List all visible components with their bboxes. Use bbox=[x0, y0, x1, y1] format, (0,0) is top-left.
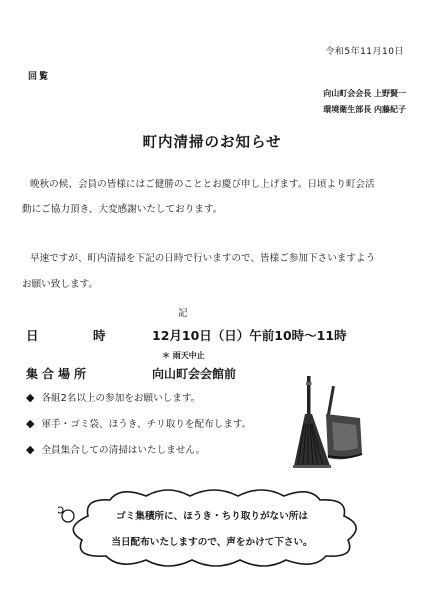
diamond-bullet-icon: ◆ bbox=[26, 417, 35, 430]
datetime-label-day: 日 bbox=[26, 328, 39, 343]
bullet-item bbox=[26, 442, 205, 456]
page-title: 町内清掃のお知らせ bbox=[142, 135, 282, 151]
cloud-bubble bbox=[58, 488, 368, 568]
greeting-line-1: 晩秋の候、会員の皆様にはご健勝のこととお慶び申し上げます。日頃より町会活 bbox=[30, 179, 375, 190]
bullet-text: 各組2名以上の参加をお願いします。 bbox=[41, 393, 201, 404]
greeting-line-2: 動にご協力頂き、大変感謝いたしております。 bbox=[22, 204, 223, 215]
body-line-2: お願い致します。 bbox=[22, 279, 98, 290]
ki-heading: 記 bbox=[178, 308, 188, 319]
meeting-place-label: 集合場所 bbox=[26, 367, 91, 381]
circulation-label: 回覧 bbox=[28, 72, 51, 82]
diamond-bullet-icon: ◆ bbox=[26, 391, 35, 404]
callout-line-1: ゴミ集積所に、ほうき・ちり取りがない所は bbox=[116, 511, 308, 522]
bullet-item bbox=[26, 390, 200, 404]
datetime-label-time: 時 bbox=[93, 328, 106, 343]
bullet-text: 全員集合しての清掃はいたしません。 bbox=[41, 445, 206, 456]
bullet-text: 軍手・ゴミ袋、ほうき、チリ取りを配布します。 bbox=[41, 419, 252, 430]
callout-line-2: 当日配布いたしますので、声をかけて下さい。 bbox=[111, 537, 313, 548]
bullet-item bbox=[26, 416, 251, 430]
body-line-1: 早速ですが、町内清掃を下記の日時で行いますので、皆様ご参加下さいますよう bbox=[30, 253, 376, 264]
meeting-place-value: 向山町会会館前 bbox=[152, 367, 237, 381]
sender-environment-head: 環境衛生部長 内藤紀子 bbox=[323, 105, 406, 114]
rain-cancel-note: ＊ 雨天中止 bbox=[162, 351, 205, 360]
document-date: 令和5年11月10日 bbox=[325, 47, 404, 57]
diamond-bullet-icon: ◆ bbox=[26, 443, 35, 456]
sender-president: 向山町会会長 上野賢一 bbox=[323, 89, 406, 98]
datetime-value: 12月10日（日）午前10時～11時 bbox=[152, 328, 347, 343]
broom-and-dustpan-icon bbox=[290, 376, 364, 472]
